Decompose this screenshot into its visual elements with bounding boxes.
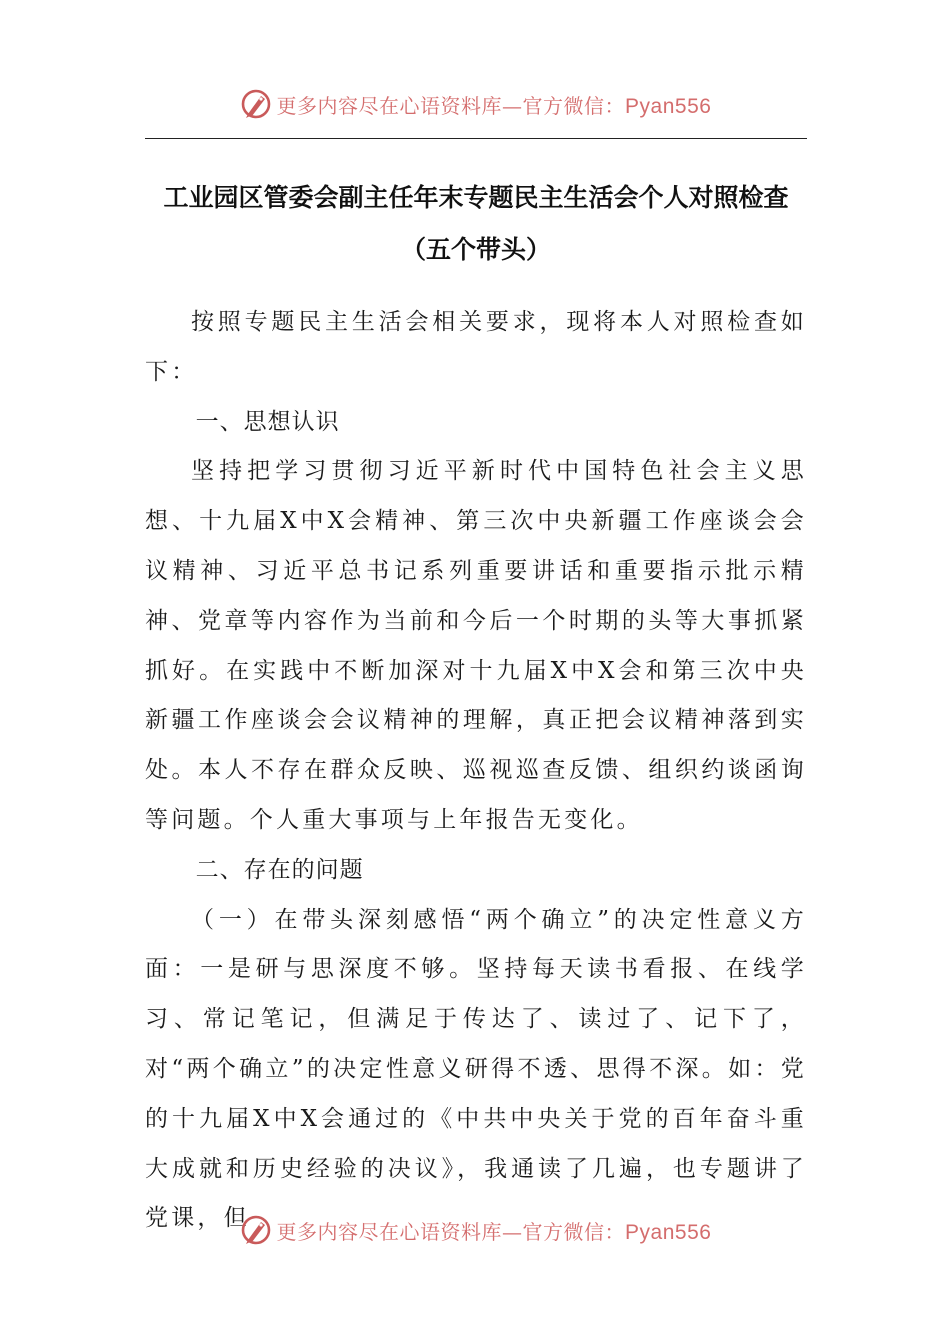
footer-watermark-text — [277, 1216, 712, 1245]
footer-site-text: 更多内容尽在心语资料库—官方微信： — [276, 1219, 626, 1244]
document-title — [145, 172, 807, 276]
header-wechat-id: Pyan556 — [625, 94, 712, 118]
section-1-paragraph: 坚持把学习贯彻习近平新时代中国特色社会主义思想、十九届X中X会精神、第三次中央新疆工作座谈会会议精神、习近平总书记系列重要讲话和重要指示批示精神、党章等内容作为当前和今后一个时期的头等大事抓紧抓好。在实践中不断加深对十九届X中X会和第三次中央新疆工作座谈会会议精神的理解，真正把会议精神落到实处。本人不存在群众反映、巡视巡查反馈、组织约谈函询等问题。个人重大事项与上年报告无变化。 — [145, 458, 807, 833]
header-site-text: 更多内容尽在心语资料库—官方微信： — [276, 93, 626, 118]
footer-watermark-banner — [0, 1210, 950, 1250]
header-watermark-text — [277, 90, 712, 119]
section-2-heading: 二、存在的问题 — [195, 856, 364, 883]
footer-wechat-id: Pyan556 — [625, 1220, 712, 1244]
header-watermark-banner — [0, 84, 950, 124]
header-divider — [145, 138, 807, 139]
section-1-heading: 一、思想认识 — [195, 408, 340, 435]
pen-nib-logo-icon — [239, 87, 273, 121]
title-line-2: （五个带头） — [400, 235, 551, 264]
intro-paragraph: 按照专题民主生活会相关要求，现将本人对照检查如下： — [145, 309, 807, 385]
section-2-paragraph: （一）在带头深刻感悟“两个确立”的决定性意义方面：一是研与思深度不够。坚持每天读书看报、在线学习、常记笔记，但满足于传达了、读过了、记下了，对“两个确立”的决定性意义研得不透、思得不深。如：党的十九届X中X会通过的《中共中央关于党的百年奋斗重大成就和历史经验的决议》，我通读了几遍，也专题讲了党课，但 — [145, 906, 807, 1232]
document-body — [145, 298, 807, 1244]
title-line-1: 工业园区管委会副主任年末专题民主生活会个人对照检查 — [163, 183, 789, 212]
pen-nib-logo-icon — [239, 1213, 273, 1247]
